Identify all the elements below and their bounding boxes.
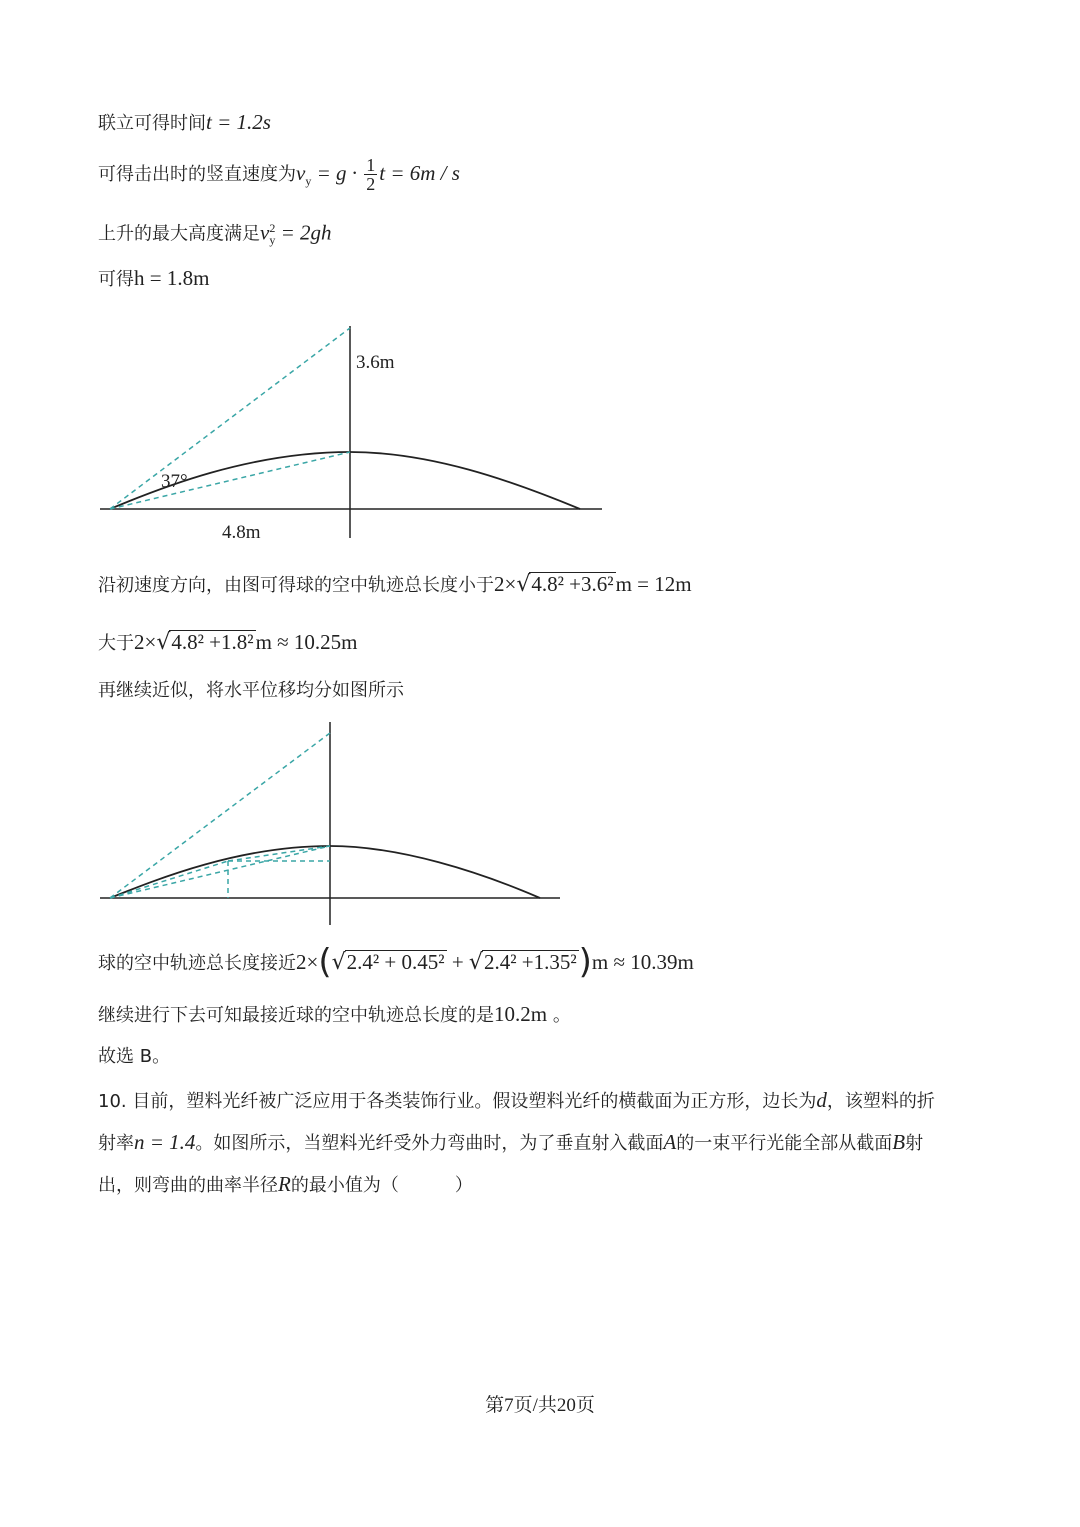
fig2-dashed-segment-1 <box>110 861 228 898</box>
fig1-label-angle: 37° <box>161 471 188 492</box>
end-mark: 。 <box>547 1005 571 1026</box>
radical-sign: √ <box>156 630 171 655</box>
text: 联立可得时间 <box>98 113 206 134</box>
vy-subscript: y <box>305 173 312 188</box>
radicand: 4.8² +3.6² <box>531 572 614 596</box>
result: m = 12m <box>615 572 692 596</box>
text: 大于 <box>98 633 134 654</box>
v-symbol: v <box>260 220 270 245</box>
text: 继续进行下去可知最接近球的空中轨迹总长度的是 <box>98 1005 494 1026</box>
radical-sign: √ <box>516 572 531 597</box>
equation: t = 1.2s <box>206 110 271 134</box>
superscript: 2 <box>269 221 276 235</box>
result: m ≈ 10.39m <box>591 950 694 974</box>
question-10-line-3 <box>98 1170 473 1200</box>
fig2-dashed-chord-line <box>110 846 330 898</box>
symbol-d: d <box>816 1088 827 1112</box>
equation-mid: = g · <box>311 161 363 185</box>
equation-n: n = 1.4 <box>134 1130 196 1154</box>
text: 可得 <box>98 269 134 290</box>
radical-sign-2: √ <box>468 950 483 975</box>
text: 。如图所示，当塑料光纤受外力弯曲时，为了垂直射入截面 <box>195 1133 664 1154</box>
fig2-trajectory <box>110 846 540 898</box>
text: 的一束平行光能全部从截面 <box>676 1133 893 1154</box>
right-paren: ) <box>578 942 592 982</box>
line-answer <box>98 1042 170 1071</box>
value: 10.2m <box>494 1002 548 1026</box>
radicand-1: 2.4² + 0.45² <box>346 950 445 974</box>
fig1-dashed-chord-line <box>110 452 350 509</box>
prefix: 2× <box>494 572 517 596</box>
fig1-label-distance: 4.8m <box>222 522 261 543</box>
equation-rhs: = 2gh <box>275 220 332 245</box>
line-upper-bound <box>98 570 692 600</box>
text: 沿初速度方向，由图可得球的空中轨迹总长度小于 <box>98 575 494 596</box>
line-closer-approximation <box>98 942 694 982</box>
text: 10. 目前，塑料光纤被广泛应用于各类装饰行业。假设塑料光纤的横截面为正方形，边长为 <box>98 1091 817 1112</box>
question-10-line-1 <box>98 1086 935 1116</box>
prefix: 2× <box>296 950 319 974</box>
fig2-dashed-velocity-line <box>110 733 330 898</box>
text: 上升的最大高度满足 <box>98 223 260 245</box>
plus: + <box>446 950 469 974</box>
text: ） <box>454 1175 473 1196</box>
equation-rhs: t = 6m / s <box>379 161 460 185</box>
prefix: 2× <box>134 630 157 654</box>
figure-2 <box>100 722 560 925</box>
equation: h = 1.8m <box>134 266 210 290</box>
text: 射率 <box>98 1133 134 1154</box>
radicand: 4.8² +1.8² <box>171 630 254 654</box>
text: ，该塑料的折 <box>826 1091 935 1112</box>
radicand-2: 2.4² +1.35² <box>483 950 577 974</box>
figure-1 <box>100 326 602 543</box>
line-approximation <box>98 676 404 705</box>
page-footer: 第7页/共20页 <box>485 1395 595 1416</box>
symbol-B: B <box>892 1130 906 1154</box>
symbol-A: A <box>663 1130 677 1154</box>
line-conclusion <box>98 1000 571 1030</box>
text: 的最小值为（ <box>290 1175 399 1196</box>
fig1-dashed-velocity-line <box>110 328 350 509</box>
text: 再继续近似，将水平位移均分如图所示 <box>98 680 404 701</box>
left-paren: ( <box>318 942 332 982</box>
text: 球的空中轨迹总长度接近 <box>98 953 296 974</box>
subscript: y <box>269 233 276 248</box>
question-10-line-2 <box>98 1128 923 1158</box>
text: 射 <box>905 1133 924 1154</box>
fraction-denominator: 2 <box>366 174 376 194</box>
text: 出，则弯曲的曲率半径 <box>98 1175 278 1196</box>
radical-sign-1: √ <box>331 950 346 975</box>
line-lower-bound <box>98 628 358 658</box>
text: 故选 B。 <box>98 1046 171 1067</box>
fig1-label-height: 3.6m <box>356 352 395 373</box>
fraction-numerator: 1 <box>366 155 376 175</box>
result: m ≈ 10.25m <box>255 630 358 654</box>
symbol-R: R <box>278 1172 291 1196</box>
vy-symbol: v <box>296 161 306 185</box>
text: 可得击出时的竖直速度为 <box>98 164 296 185</box>
